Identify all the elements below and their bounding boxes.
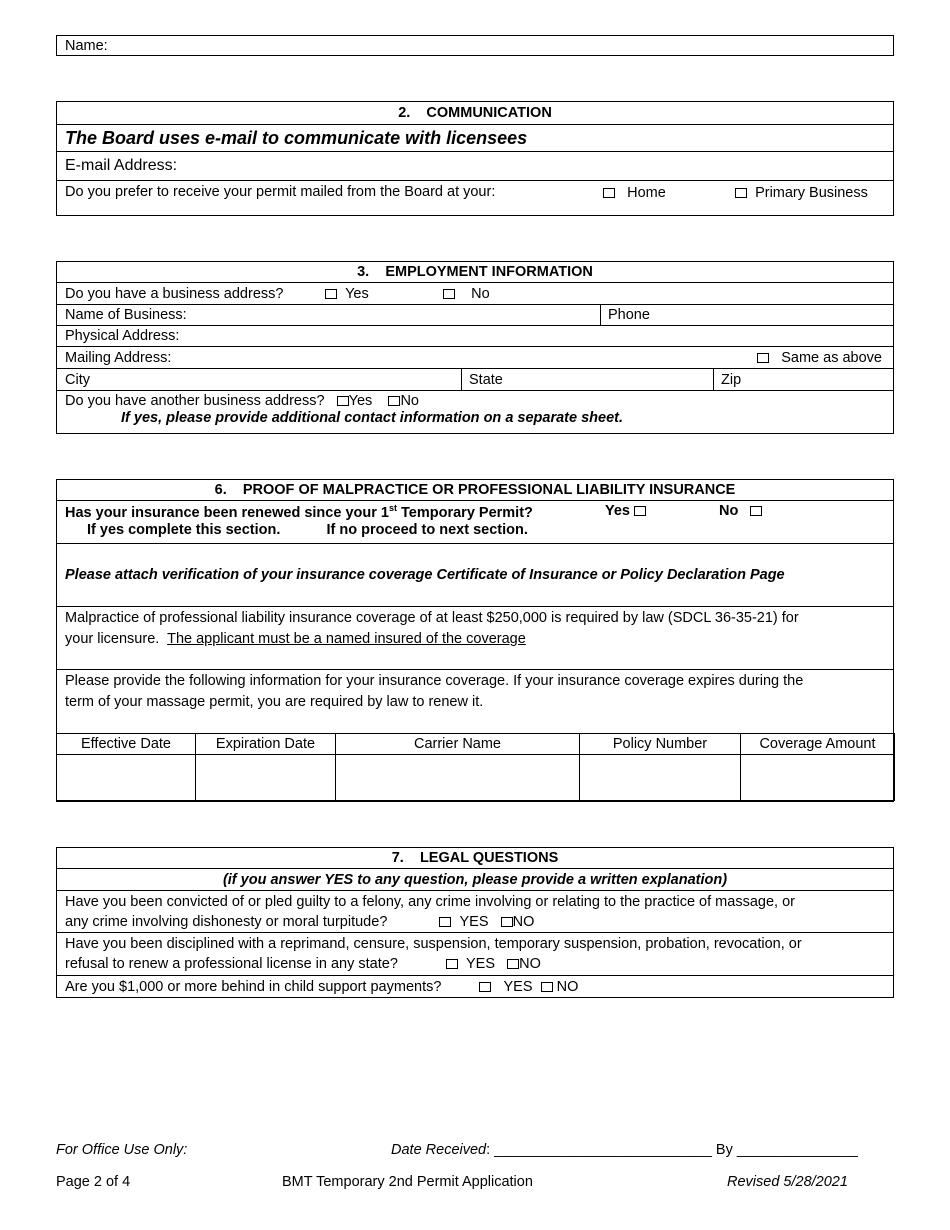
name-field[interactable] [57,36,893,55]
legal-section [56,847,894,998]
office-use-label: For Office Use Only: [56,1142,188,1158]
state-field[interactable]: State [469,371,503,388]
home-label: Home [627,185,666,201]
col-effective-date: Effective Date [57,734,196,755]
mail-preference-row [57,181,893,215]
insurance-table-wrap [56,733,894,800]
q1-yes-checkbox[interactable] [439,917,451,927]
q3-yes-checkbox[interactable] [479,982,491,992]
expiration-date-input[interactable] [196,755,336,801]
revised-date: Revised 5/28/2021 [727,1174,848,1190]
mail-preference-question: Do you prefer to receive your permit mailed from the Board at your: [65,184,496,200]
insurance-if-no: If no proceed to next section. [326,521,528,538]
insurance-table-header [57,734,895,755]
communication-subheading: The Board uses e-mail to communicate with licensees [57,125,893,152]
legal-question-1: Have you been convicted of or pled guilty to a felony, any crime involving or relating to the practice of massage, or any crime involving dishonesty or moral turpitude? YES NO [57,891,893,933]
another-address-row: Do you have another business address? Yes No If yes, please provide additional contact information on a separate sheet. [57,391,893,433]
business-address-no-checkbox[interactable] [443,289,455,299]
insurance-section [56,479,894,802]
named-insured-note: The applicant must be a named insured of the coverage [167,631,526,647]
mailing-address-field[interactable]: Mailing Address: Same as above [57,347,893,369]
zip-field[interactable]: Zip [721,371,742,388]
q1-no-checkbox[interactable] [501,917,513,927]
insurance-renewed-row: Has your insurance been renewed since your 1st Temporary Permit? Yes No If yes complete this section. If no proceed to next section. [57,501,893,544]
name-label: Name: [65,37,108,54]
business-name-field[interactable]: Name of Business: [65,307,187,323]
legal-heading: 7. LEGAL QUESTIONS [57,848,893,869]
q2-no-checkbox[interactable] [507,959,519,969]
policy-number-input[interactable] [580,755,741,801]
insurance-yes-checkbox[interactable] [634,506,646,516]
legal-question-2: Have you been disciplined with a reprimand, censure, suspension, temporary suspension, probation, revocation, or refusal to renew a professional license in any state? YES NO [57,933,893,976]
name-box [56,35,894,56]
insurance-provide-text: Please provide the following information for your insurance coverage. If your insurance coverage expires during the term of your massage permit, you are required by law to renew it. [57,670,893,734]
insurance-table [56,733,895,801]
home-checkbox[interactable] [603,188,615,198]
employment-section [56,261,894,434]
coverage-amount-input[interactable] [741,755,895,801]
insurance-table-row [57,755,895,801]
communication-heading: 2. COMMUNICATION [57,102,893,125]
business-address-yes-checkbox[interactable] [325,289,337,299]
physical-address-field[interactable]: Physical Address: [57,326,893,347]
insurance-no-checkbox[interactable] [750,506,762,516]
city-state-zip-row [57,369,893,391]
email-field[interactable] [57,152,893,181]
another-address-no-checkbox[interactable] [388,396,400,406]
another-address-question: Do you have another business address? [65,393,325,409]
q2-yes-checkbox[interactable] [446,959,458,969]
col-coverage-amount: Coverage Amount [741,734,895,755]
insurance-attach-note: Please attach verification of your insurance coverage Certificate of Insurance or Policy Declaration Page [57,544,893,607]
q3-no-checkbox[interactable] [541,982,553,992]
carrier-name-input[interactable] [336,755,580,801]
communication-section [56,101,894,216]
employment-heading: 3. EMPLOYMENT INFORMATION [57,262,893,283]
primary-business-label: Primary Business [755,185,868,201]
insurance-renewed-question: Has your insurance been renewed since your 1st Temporary Permit? [65,503,533,521]
col-expiration-date: Expiration Date [196,734,336,755]
email-label: E-mail Address: [65,157,178,174]
phone-field[interactable]: Phone [608,307,650,323]
primary-business-checkbox[interactable] [735,188,747,198]
legal-question-3: Are you $1,000 or more behind in child support payments? YES NO [65,979,579,995]
another-address-yes-checkbox[interactable] [337,396,349,406]
business-address-question: Do you have a business address? [65,285,284,302]
col-policy-number: Policy Number [580,734,741,755]
another-address-note: If yes, please provide additional contact information on a separate sheet. [121,410,623,426]
insurance-heading: 6. PROOF OF MALPRACTICE OR PROFESSIONAL LIABILITY INSURANCE [57,480,893,501]
same-as-above-checkbox[interactable] [757,353,769,363]
insurance-if-yes: If yes complete this section. [87,521,281,538]
business-address-row: Do you have a business address? Yes No [57,283,893,305]
date-received-field[interactable]: Date Received: ___________________________ By _______________ [391,1142,858,1158]
legal-subheading: (if you answer YES to any question, please provide a written explanation) [57,869,893,891]
form-name: BMT Temporary 2nd Permit Application [282,1174,533,1190]
city-field[interactable]: City [65,371,90,388]
effective-date-input[interactable] [57,755,196,801]
insurance-law-text: Malpractice of professional liability insurance coverage of at least $250,000 is required by law (SDCL 36-35-21) for your licensure. The applicant must be a named insured of the coverage [57,607,893,670]
by-field: By _______________ [711,1142,858,1158]
col-carrier-name: Carrier Name [336,734,580,755]
business-name-row [57,305,893,326]
page-number: Page 2 of 4 [56,1174,131,1190]
